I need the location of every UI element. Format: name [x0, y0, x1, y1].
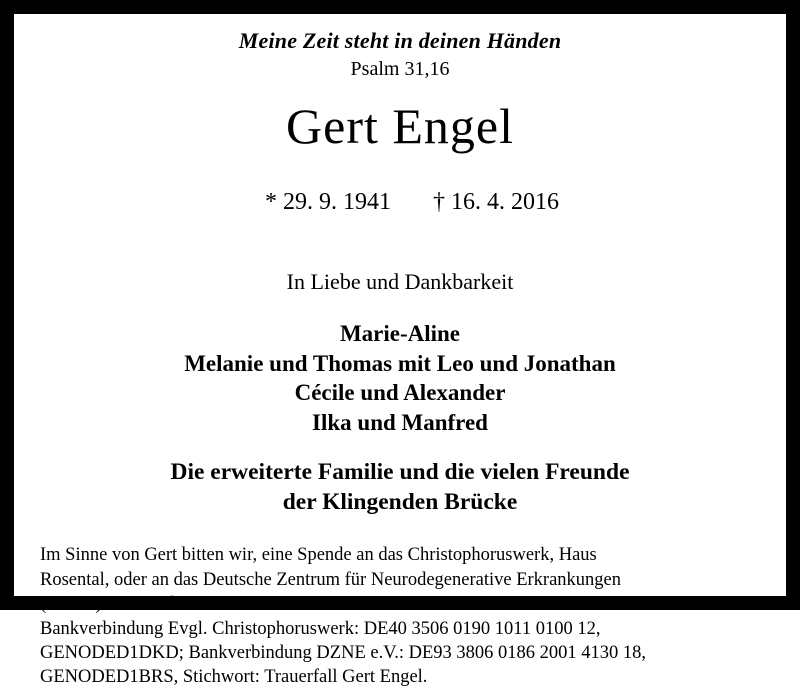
extended-family-line: Die erweiterte Familie und die vielen Freunde: [170, 459, 630, 486]
donation-notice: [40, 543, 760, 689]
notice-line: GENODED1BRS, Stichwort: Trauerfall Gert Engel.: [40, 667, 428, 688]
notice-line: Bankverbindung Evgl. Christophoruswerk: DE40 3506 0190 1011 0100 12,: [40, 618, 601, 639]
life-dates: [40, 162, 760, 243]
notice-line: (DZNE) zu entrichten.: [40, 594, 207, 615]
notice-line: Im Sinne von Gert bitten wir, eine Spende an das Christophoruswerk, Haus: [40, 545, 597, 566]
bible-verse: Meine Zeit steht in deinen Händen: [238, 28, 562, 53]
mourner-line: Cécile und Alexander: [294, 380, 506, 406]
mourner-line: Melanie und Thomas mit Leo und Jonathan: [184, 350, 616, 376]
extended-family-block: [40, 457, 760, 517]
extended-family-line: der Klingenden Brücke: [282, 489, 518, 516]
dedication-line: In Liebe und Dankbarkeit: [286, 269, 514, 295]
notice-line: GENODED1DKD; Bankverbindung DZNE e.V.: DE93 3806 0186 2001 4130 18,: [40, 642, 646, 663]
birth-date: * 29. 9. 1941: [265, 189, 391, 216]
deceased-name: Gert Engel: [286, 97, 514, 154]
notice-line: Rosental, oder an das Deutsche Zentrum für Neurodegenerative Erkrankungen: [40, 569, 621, 590]
mourners-list: [40, 319, 760, 437]
mourner-line: Marie-Aline: [339, 321, 461, 347]
bible-verse-reference: Psalm 31,16: [350, 57, 450, 80]
mourner-line: Ilka und Manfred: [312, 409, 488, 435]
death-date: † 16. 4. 2016: [433, 189, 559, 216]
